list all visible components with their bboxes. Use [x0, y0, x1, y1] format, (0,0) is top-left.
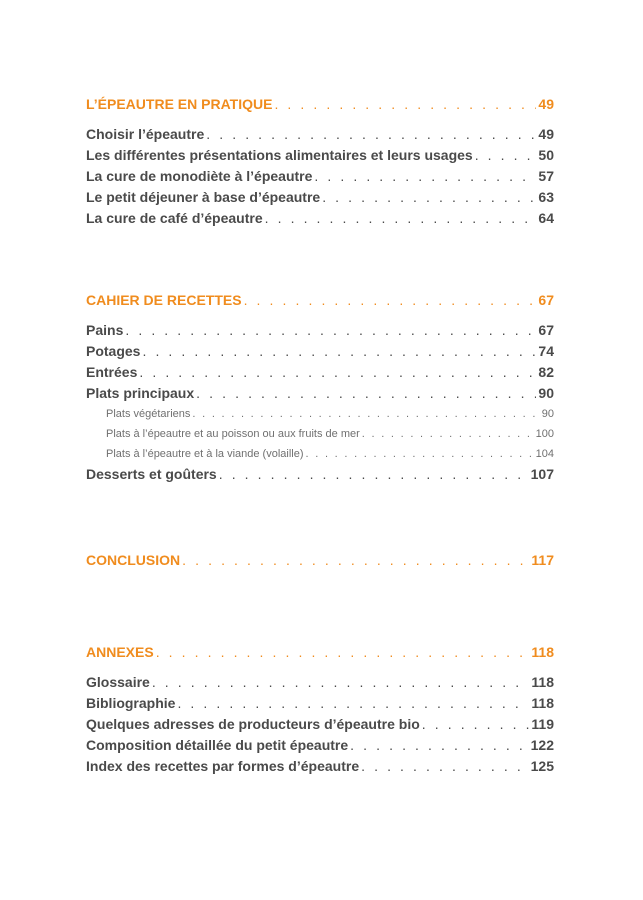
page-number: 82 — [538, 364, 554, 380]
page-number: 64 — [538, 210, 554, 226]
section-heading — [86, 94, 554, 115]
page-number: 67 — [538, 322, 554, 338]
page-number: 118 — [531, 695, 554, 711]
dot-leader — [196, 383, 536, 404]
entry-title: Plats à l’épeautre et à la viande (volaille) — [106, 448, 304, 460]
dot-leader — [244, 290, 537, 311]
entry-title: Plats végétariens — [106, 408, 191, 420]
toc-entry — [86, 320, 554, 341]
toc-entry — [86, 362, 554, 383]
section-heading — [86, 290, 554, 311]
section-title: CAHIER DE RECETTES — [86, 292, 242, 308]
page-number: 57 — [538, 168, 554, 184]
dot-leader — [206, 124, 536, 145]
page-number: 50 — [538, 147, 554, 163]
dot-leader — [265, 208, 537, 229]
toc-entry — [86, 756, 554, 777]
toc-entry — [86, 187, 554, 208]
dot-leader — [125, 320, 536, 341]
dot-leader — [156, 642, 530, 663]
toc-section-recettes — [86, 290, 554, 485]
toc-section-annexes — [86, 642, 554, 777]
toc-entry — [86, 735, 554, 756]
entry-title: Glossaire — [86, 674, 150, 690]
page-number: 119 — [531, 716, 554, 732]
toc-entry — [86, 341, 554, 362]
page-number: 49 — [538, 126, 554, 142]
dot-leader — [139, 362, 536, 383]
dot-leader — [322, 187, 536, 208]
entry-title: Pains — [86, 322, 124, 338]
entry-title: Quelques adresses de producteurs d’épeautre bio — [86, 716, 420, 732]
page-number: 63 — [538, 189, 554, 205]
page-number: 49 — [538, 96, 554, 112]
toc-section-conclusion — [86, 550, 554, 580]
page-number: 125 — [530, 758, 554, 774]
toc-entry — [86, 464, 554, 485]
page-number: 122 — [530, 737, 554, 753]
page-number: 100 — [535, 428, 554, 440]
toc-entry — [86, 714, 554, 735]
dot-leader — [177, 693, 529, 714]
toc-entry — [86, 672, 554, 693]
dot-leader — [219, 464, 529, 485]
dot-leader — [274, 94, 536, 115]
toc-entry — [86, 166, 554, 187]
entry-title: Les différentes présentations alimentaires et leurs usages — [86, 147, 473, 163]
entry-title: Bibliographie — [86, 695, 176, 711]
section-title: L’ÉPEAUTRE EN PRATIQUE — [86, 96, 273, 112]
toc-subentry — [86, 404, 554, 424]
page-number: 90 — [538, 385, 554, 401]
section-heading — [86, 550, 554, 571]
dot-leader — [142, 341, 536, 362]
toc-section-pratique — [86, 94, 554, 229]
entry-title: Index des recettes par formes d’épeautre — [86, 758, 360, 774]
page-number: 74 — [538, 343, 554, 359]
dot-leader — [362, 424, 534, 444]
page-number: 90 — [541, 408, 554, 420]
entry-title: La cure de monodiète à l’épeautre — [86, 168, 313, 184]
page-number: 67 — [538, 292, 554, 308]
dot-leader — [192, 404, 539, 424]
section-heading — [86, 642, 554, 663]
page-number: 118 — [531, 644, 554, 660]
entry-title: Composition détaillée du petit épeautre — [86, 737, 349, 753]
toc-entry — [86, 383, 554, 404]
toc-entry — [86, 208, 554, 229]
toc-entry — [86, 145, 554, 166]
entry-title: Plats principaux — [86, 385, 195, 401]
entry-title: Le petit déjeuner à base d’épeautre — [86, 189, 321, 205]
section-title: CONCLUSION — [86, 552, 181, 568]
page-number: 117 — [531, 552, 554, 568]
dot-leader — [314, 166, 536, 187]
dot-leader — [475, 145, 537, 166]
entry-title: Choisir l’épeautre — [86, 126, 205, 142]
page-number: 107 — [530, 466, 554, 482]
entry-title: Potages — [86, 343, 141, 359]
toc-entry — [86, 124, 554, 145]
page-number: 104 — [535, 448, 554, 460]
dot-leader — [350, 735, 528, 756]
toc-subentry — [86, 444, 554, 464]
toc-entry — [86, 693, 554, 714]
dot-leader — [152, 672, 530, 693]
section-title: ANNEXES — [86, 644, 154, 660]
toc-subentry — [86, 424, 554, 444]
dot-leader — [306, 444, 534, 464]
entry-title: Desserts et goûters — [86, 466, 217, 482]
entry-title: Plats à l’épeautre et au poisson ou aux fruits de mer — [106, 428, 360, 440]
dot-leader — [361, 756, 529, 777]
entry-title: Entrées — [86, 364, 138, 380]
entry-title: La cure de café d’épeautre — [86, 210, 263, 226]
dot-leader — [422, 714, 530, 735]
dot-leader — [182, 550, 529, 571]
page-number: 118 — [531, 674, 554, 690]
